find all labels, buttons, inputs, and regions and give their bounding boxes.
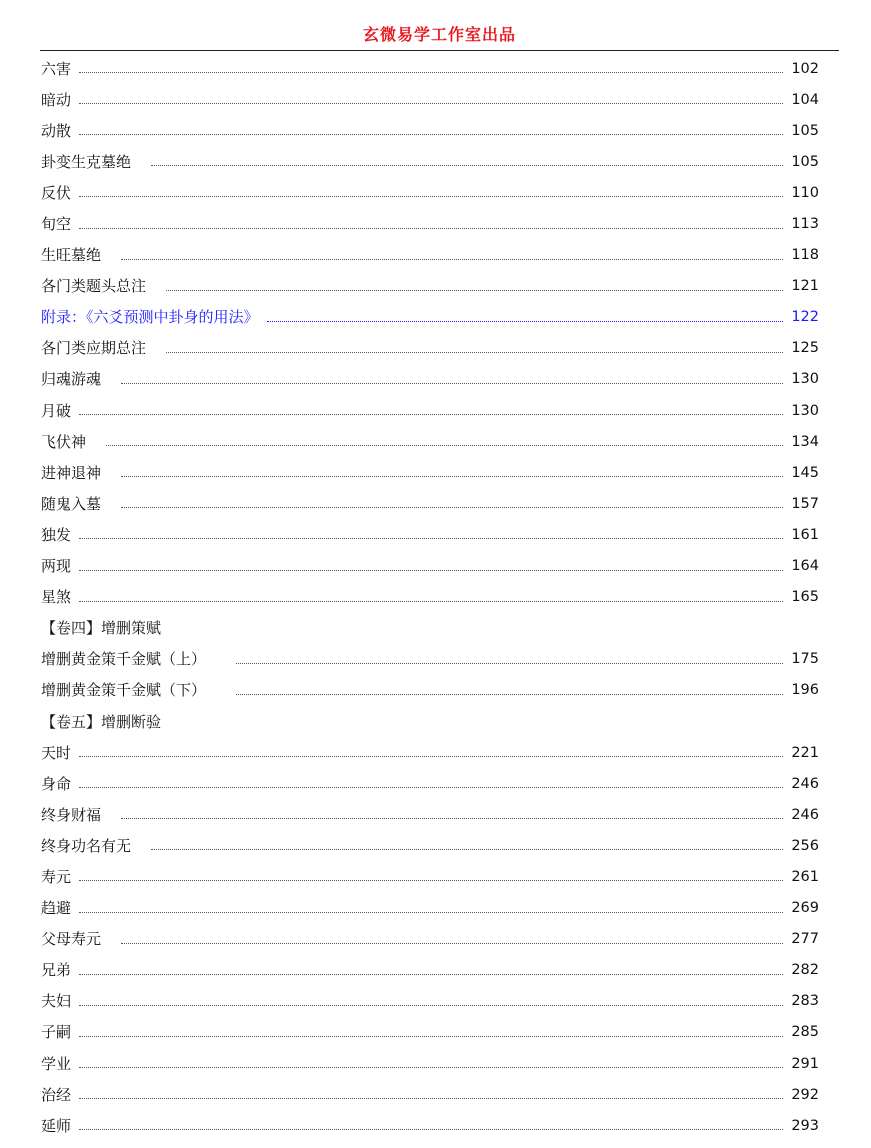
entry-title: 随鬼入墓 — [41, 494, 102, 513]
dot-leader — [79, 974, 783, 975]
toc-entry[interactable] — [41, 53, 819, 84]
toc-entry[interactable] — [41, 1017, 819, 1048]
page-number: 221 — [791, 744, 819, 761]
dot-leader — [79, 134, 783, 135]
entry-title: 进神退神 — [41, 463, 102, 482]
page-number: 125 — [791, 340, 819, 357]
page-number: 256 — [791, 837, 819, 854]
dot-leader — [166, 290, 783, 291]
toc-entry-link[interactable] — [41, 302, 819, 333]
entry-title: 增删黄金策千金赋（下） — [41, 681, 207, 700]
entry-title: 各门类题头总注 — [41, 277, 147, 296]
toc-entry[interactable] — [41, 893, 819, 924]
toc-entry[interactable] — [41, 519, 819, 550]
table-of-contents — [41, 53, 819, 1141]
dot-leader — [121, 383, 783, 384]
dot-leader — [79, 570, 783, 571]
dot-leader — [151, 165, 783, 166]
page-number: 196 — [791, 682, 819, 699]
toc-entry[interactable] — [41, 644, 819, 675]
toc-entry[interactable] — [41, 115, 819, 146]
toc-entry[interactable] — [41, 146, 819, 177]
page-number: 291 — [791, 1055, 819, 1072]
page-number: 161 — [791, 526, 819, 543]
dot-leader — [121, 943, 783, 944]
dot-leader — [106, 445, 783, 446]
toc-entry[interactable] — [41, 582, 819, 613]
page-number: 164 — [791, 558, 819, 575]
page-number: 102 — [791, 60, 819, 77]
toc-entry[interactable] — [41, 84, 819, 115]
dot-leader — [79, 196, 783, 197]
entry-title: 治经 — [41, 1085, 72, 1104]
section-title: 【卷四】增删策赋 — [41, 619, 162, 638]
entry-title: 附录：《六爻预测中卦身的用法》 — [41, 308, 259, 327]
page-number: 157 — [791, 495, 819, 512]
dot-leader — [236, 694, 783, 695]
dot-leader — [267, 321, 783, 322]
toc-entry[interactable] — [41, 457, 819, 488]
page-number: 293 — [791, 1117, 819, 1134]
page-number: 261 — [791, 868, 819, 885]
dot-leader — [79, 880, 783, 881]
page-number: 110 — [791, 184, 819, 201]
toc-section-heading — [41, 706, 819, 737]
toc-entry[interactable] — [41, 830, 819, 861]
entry-title: 天时 — [41, 743, 72, 762]
toc-entry[interactable] — [41, 333, 819, 364]
page-number: 105 — [791, 153, 819, 170]
entry-title: 月破 — [41, 401, 72, 420]
section-title: 【卷五】增删断验 — [41, 712, 162, 731]
page-number: 121 — [791, 278, 819, 295]
dot-leader — [79, 1036, 783, 1037]
toc-entry[interactable] — [41, 768, 819, 799]
dot-leader — [236, 663, 783, 664]
toc-entry[interactable] — [41, 177, 819, 208]
entry-title: 反伏 — [41, 183, 72, 202]
dot-leader — [121, 259, 783, 260]
dot-leader — [79, 538, 783, 539]
entry-title: 动散 — [41, 121, 72, 140]
entry-title: 子嗣 — [41, 1023, 72, 1042]
page-number: 246 — [791, 806, 819, 823]
dot-leader — [121, 818, 783, 819]
dot-leader — [121, 507, 783, 508]
dot-leader — [151, 849, 783, 850]
dot-leader — [166, 352, 783, 353]
toc-entry[interactable] — [41, 395, 819, 426]
toc-entry[interactable] — [41, 1110, 819, 1141]
page-number: 175 — [791, 651, 819, 668]
dot-leader — [79, 912, 783, 913]
toc-entry[interactable] — [41, 488, 819, 519]
dot-leader — [79, 103, 783, 104]
entry-title: 生旺墓绝 — [41, 246, 102, 265]
toc-entry[interactable] — [41, 1048, 819, 1079]
dot-leader — [79, 72, 783, 73]
page-header — [40, 22, 839, 51]
entry-title: 各门类应期总注 — [41, 339, 147, 358]
dot-leader — [121, 476, 783, 477]
toc-entry[interactable] — [41, 426, 819, 457]
entry-title: 学业 — [41, 1054, 72, 1073]
entry-title: 增删黄金策千金赋（上） — [41, 650, 207, 669]
toc-entry[interactable] — [41, 799, 819, 830]
dot-leader — [79, 1005, 783, 1006]
toc-entry[interactable] — [41, 208, 819, 239]
toc-entry[interactable] — [41, 675, 819, 706]
entry-title: 六害 — [41, 59, 72, 78]
dot-leader — [79, 1098, 783, 1099]
page-number: 113 — [791, 216, 819, 233]
entry-title: 暗动 — [41, 90, 72, 109]
page-number: 246 — [791, 775, 819, 792]
toc-entry[interactable] — [41, 861, 819, 892]
page-number: 277 — [791, 931, 819, 948]
entry-title: 父母寿元 — [41, 930, 102, 949]
dot-leader — [79, 228, 783, 229]
toc-entry[interactable] — [41, 1079, 819, 1110]
toc-entry[interactable] — [41, 271, 819, 302]
toc-entry[interactable] — [41, 240, 819, 271]
entry-title: 终身功名有无 — [41, 836, 132, 855]
page-number: 145 — [791, 464, 819, 481]
entry-title: 星煞 — [41, 588, 72, 607]
dot-leader — [79, 1129, 783, 1130]
page-number: 134 — [791, 433, 819, 450]
page-number: 104 — [791, 91, 819, 108]
toc-entry[interactable] — [41, 924, 819, 955]
dot-leader — [79, 601, 783, 602]
entry-title: 归魂游魂 — [41, 370, 102, 389]
page-number: 130 — [791, 402, 819, 419]
entry-title: 兄弟 — [41, 961, 72, 980]
toc-entry[interactable] — [41, 955, 819, 986]
entry-title: 两现 — [41, 557, 72, 576]
entry-title: 寿元 — [41, 867, 72, 886]
toc-section-heading — [41, 613, 819, 644]
entry-title: 独发 — [41, 525, 72, 544]
page-number: 165 — [791, 589, 819, 606]
page-number: 130 — [791, 371, 819, 388]
dot-leader — [79, 1067, 783, 1068]
entry-title: 夫妇 — [41, 992, 72, 1011]
entry-title: 旬空 — [41, 215, 72, 234]
dot-leader — [79, 787, 783, 788]
page-number: 282 — [791, 962, 819, 979]
toc-entry[interactable] — [41, 364, 819, 395]
page-number: 118 — [791, 247, 819, 264]
entry-title: 飞伏神 — [41, 432, 87, 451]
page-number: 292 — [791, 1086, 819, 1103]
page-number: 105 — [791, 122, 819, 139]
entry-title: 卦变生克墓绝 — [41, 152, 132, 171]
page-number: 122 — [791, 309, 819, 326]
page-number: 283 — [791, 993, 819, 1010]
header-title: 玄微易学工作室出品 — [362, 25, 516, 44]
dot-leader — [79, 414, 783, 415]
entry-title: 终身财福 — [41, 805, 102, 824]
toc-entry[interactable] — [41, 551, 819, 582]
toc-entry[interactable] — [41, 986, 819, 1017]
entry-title: 延师 — [41, 1116, 72, 1135]
entry-title: 趋避 — [41, 899, 72, 918]
page-number: 285 — [791, 1024, 819, 1041]
dot-leader — [79, 756, 783, 757]
entry-title: 身命 — [41, 774, 72, 793]
page-number: 269 — [791, 900, 819, 917]
toc-entry[interactable] — [41, 737, 819, 768]
